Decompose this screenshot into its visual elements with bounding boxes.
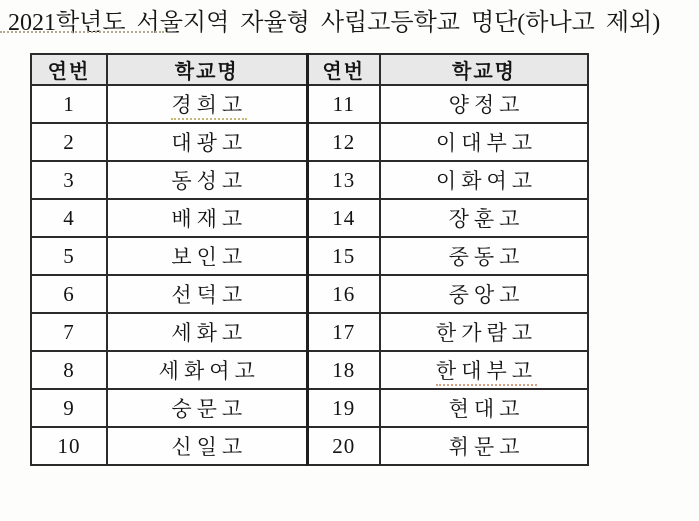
row-number-cell: 20 bbox=[307, 427, 380, 465]
school-name-cell: 동성고 bbox=[107, 161, 307, 199]
school-name-cell: 선덕고 bbox=[107, 275, 307, 313]
school-list-table bbox=[30, 53, 589, 466]
row-number-cell: 10 bbox=[31, 427, 107, 465]
row-number-cell: 17 bbox=[307, 313, 380, 351]
table-body bbox=[31, 85, 588, 465]
school-name-cell: 중앙고 bbox=[380, 275, 588, 313]
school-name-cell: 세화여고 bbox=[107, 351, 307, 389]
header-number-right: 연번 bbox=[307, 54, 380, 85]
school-name-cell bbox=[380, 351, 588, 389]
row-number-cell: 14 bbox=[307, 199, 380, 237]
row-number-cell: 6 bbox=[31, 275, 107, 313]
row-number-cell: 5 bbox=[31, 237, 107, 275]
table-row bbox=[31, 275, 588, 313]
row-number-cell: 18 bbox=[307, 351, 380, 389]
table-row bbox=[31, 199, 588, 237]
school-name-cell: 숭문고 bbox=[107, 389, 307, 427]
row-number-cell: 15 bbox=[307, 237, 380, 275]
row-number-cell: 4 bbox=[31, 199, 107, 237]
row-number-cell: 11 bbox=[307, 85, 380, 123]
school-name-cell: 한가람고 bbox=[380, 313, 588, 351]
table-row bbox=[31, 123, 588, 161]
spellcheck-underlined-text: 한대부고 bbox=[436, 359, 537, 386]
table-row bbox=[31, 351, 588, 389]
row-number-cell: 13 bbox=[307, 161, 380, 199]
table-row bbox=[31, 161, 588, 199]
row-number-cell: 16 bbox=[307, 275, 380, 313]
header-school-right: 학교명 bbox=[380, 54, 588, 85]
school-name-cell: 이대부고 bbox=[380, 123, 588, 161]
school-name-cell: 보인고 bbox=[107, 237, 307, 275]
row-number-cell: 8 bbox=[31, 351, 107, 389]
school-name-cell: 배재고 bbox=[107, 199, 307, 237]
title-dotted-underline bbox=[0, 31, 164, 33]
table-row bbox=[31, 427, 588, 465]
row-number-cell: 9 bbox=[31, 389, 107, 427]
school-name-cell: 휘문고 bbox=[380, 427, 588, 465]
table-row bbox=[31, 389, 588, 427]
header-number-left: 연번 bbox=[31, 54, 107, 85]
school-name-cell: 대광고 bbox=[107, 123, 307, 161]
header-school-left: 학교명 bbox=[107, 54, 307, 85]
table-header-row bbox=[31, 54, 588, 85]
row-number-cell: 3 bbox=[31, 161, 107, 199]
school-name-cell: 신일고 bbox=[107, 427, 307, 465]
page-title: 2021학년도 서울지역 자율형 사립고등학교 명단(하나고 제외) bbox=[8, 10, 661, 36]
spellcheck-underlined-text: 경희고 bbox=[171, 93, 247, 120]
school-name-cell: 이화여고 bbox=[380, 161, 588, 199]
school-name-cell: 현대고 bbox=[380, 389, 588, 427]
table-row bbox=[31, 237, 588, 275]
row-number-cell: 7 bbox=[31, 313, 107, 351]
row-number-cell: 1 bbox=[31, 85, 107, 123]
school-name-cell bbox=[107, 85, 307, 123]
row-number-cell: 2 bbox=[31, 123, 107, 161]
school-name-cell: 장훈고 bbox=[380, 199, 588, 237]
table-row bbox=[31, 85, 588, 123]
school-name-cell: 양정고 bbox=[380, 85, 588, 123]
school-name-cell: 세화고 bbox=[107, 313, 307, 351]
school-name-cell: 중동고 bbox=[380, 237, 588, 275]
row-number-cell: 12 bbox=[307, 123, 380, 161]
row-number-cell: 19 bbox=[307, 389, 380, 427]
table-row bbox=[31, 313, 588, 351]
